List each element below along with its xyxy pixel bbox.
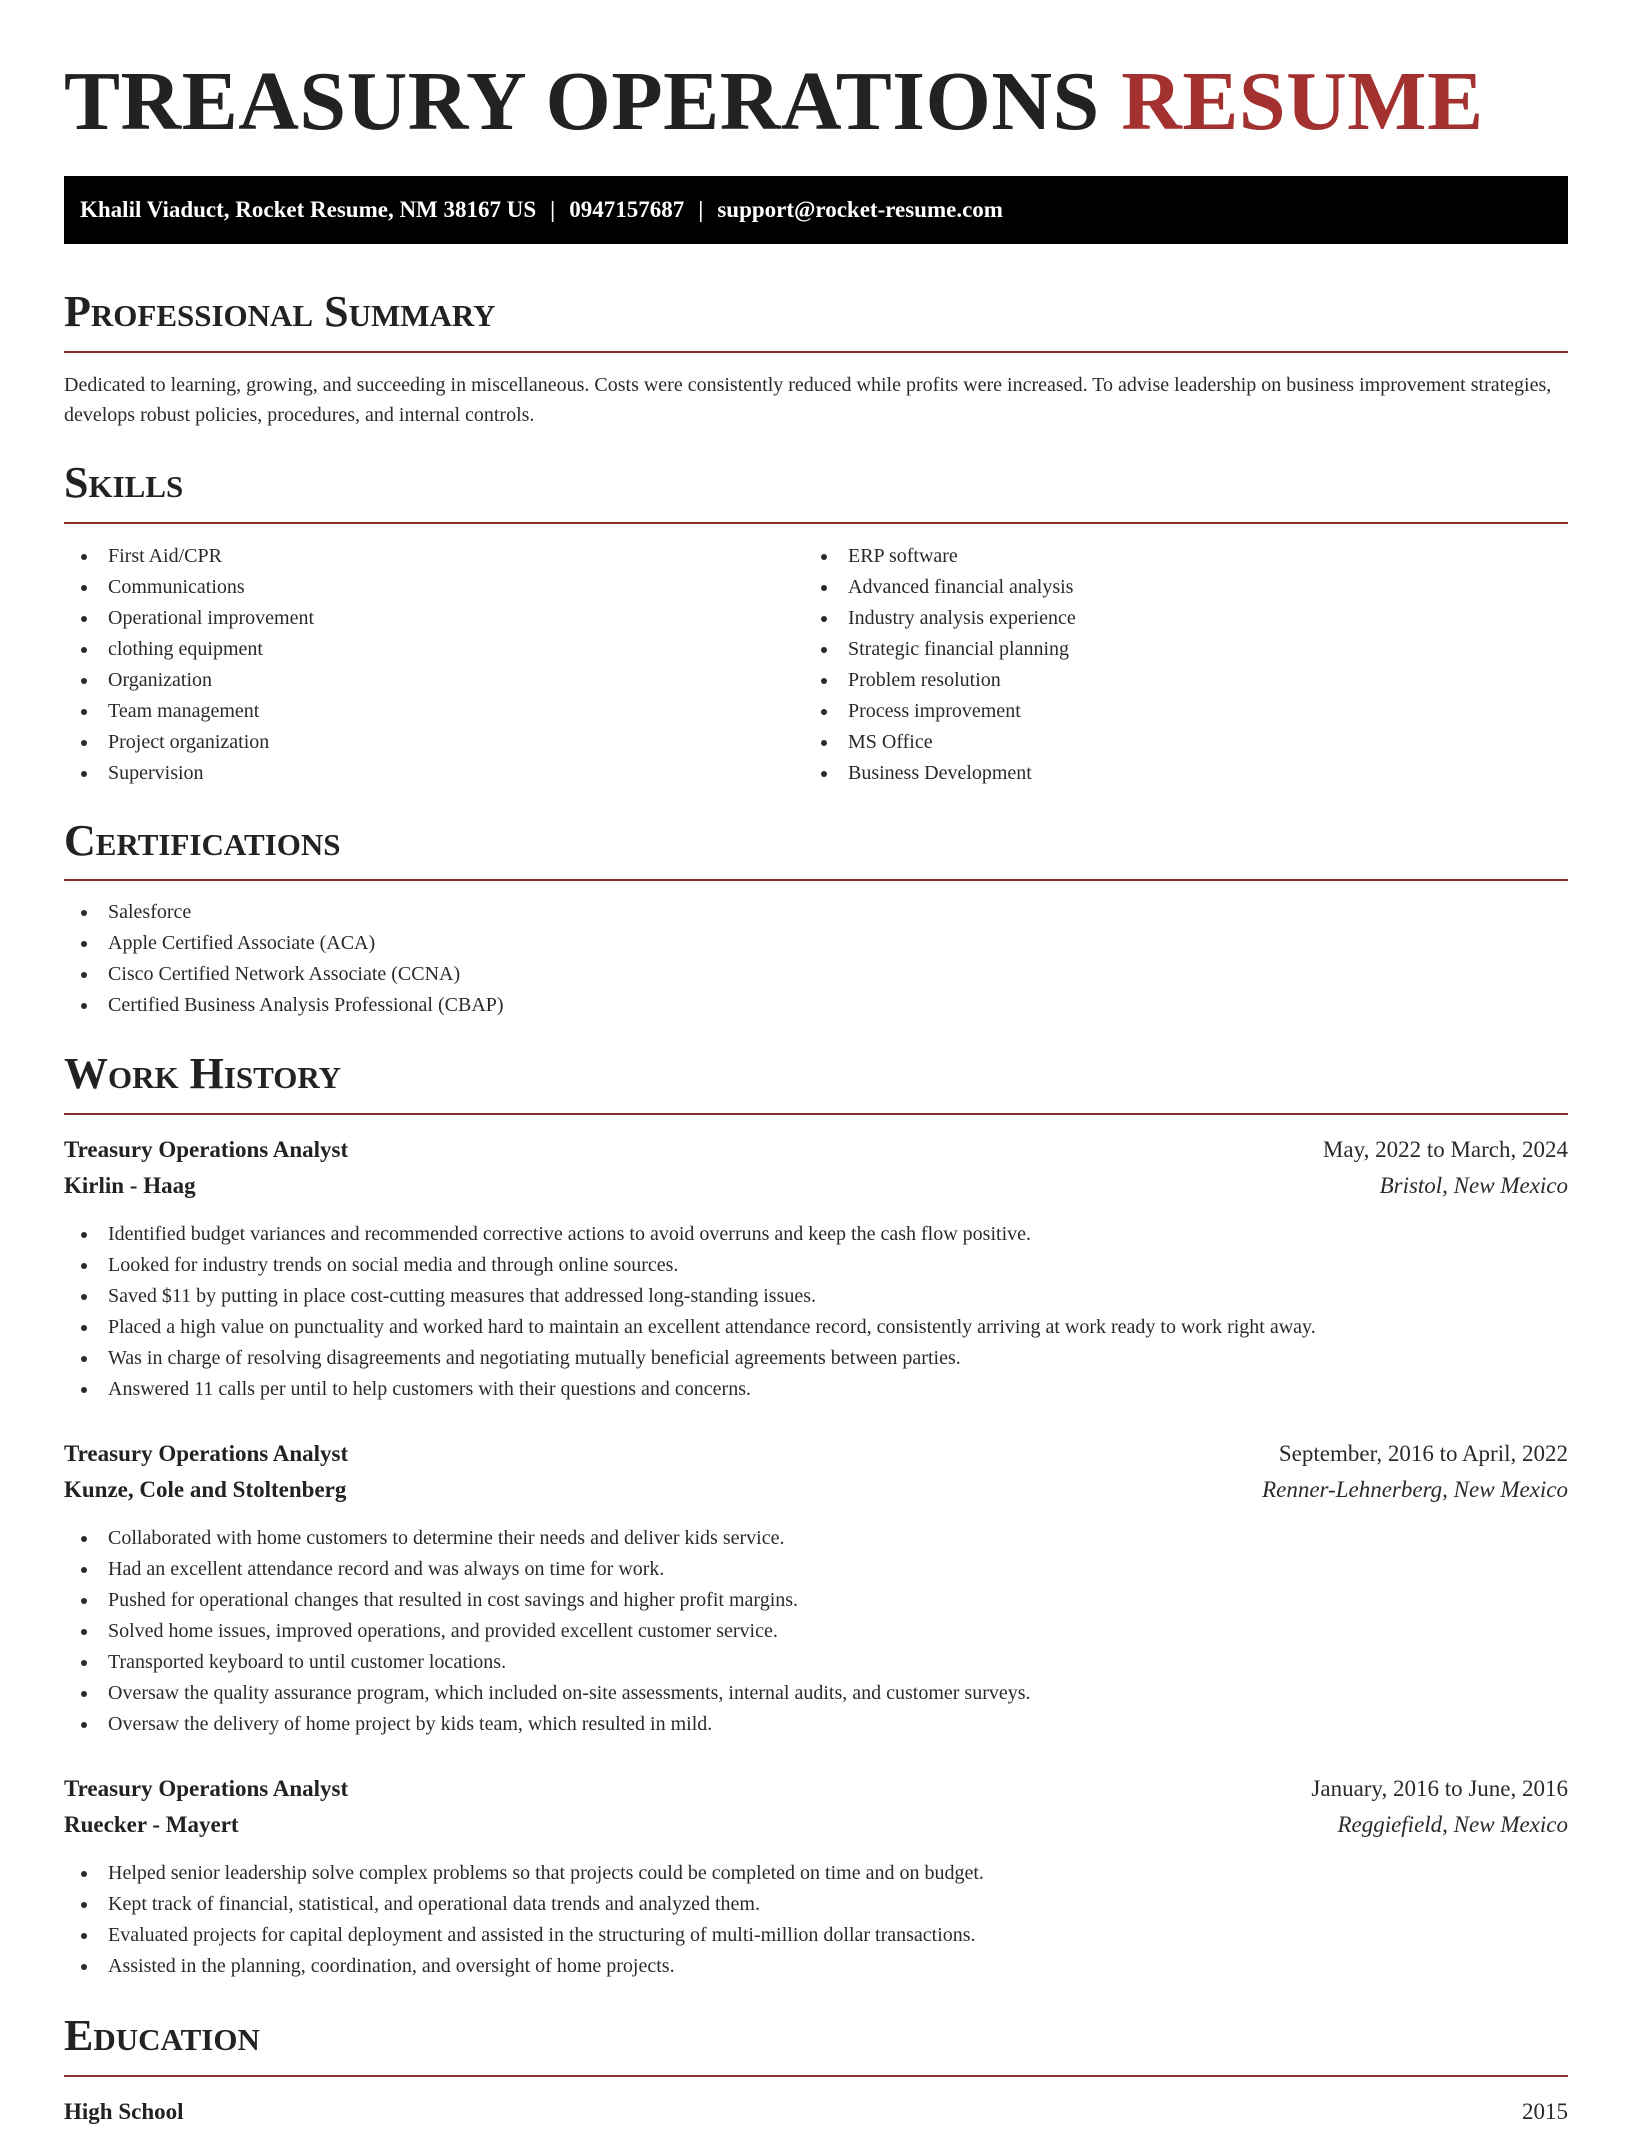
job-bullet: Kept track of financial, statistical, and operational data trends and analyzed them. (64, 1889, 1568, 1920)
skill-item: Organization (64, 665, 804, 696)
job-bullets (64, 1219, 1568, 1405)
skill-item: First Aid/CPR (64, 541, 804, 572)
contact-bar (64, 176, 1568, 244)
section-heading-skills: Skills (64, 458, 184, 507)
section-divider (64, 2075, 1568, 2077)
skill-item: Supervision (64, 758, 804, 789)
skill-item: ERP software (804, 541, 1568, 572)
education-row (64, 2094, 1568, 2130)
contact-address: Khalil Viaduct, Rocket Resume, NM 38167 US (80, 197, 537, 222)
job-bullet: Looked for industry trends on social media and through online sources. (64, 1250, 1568, 1281)
job-company-row (64, 1472, 1568, 1508)
job-bullet: Placed a high value on punctuality and worked hard to maintain an excellent attendance record, consistently arriving at work ready to work right away. (64, 1312, 1568, 1343)
education-degree: High School (64, 2099, 184, 2124)
section-heading-education: Education (64, 2011, 260, 2060)
section-divider (64, 1113, 1568, 1115)
job-company-row (64, 1168, 1568, 1204)
job-title: Treasury Operations Analyst (64, 1137, 349, 1162)
job-bullet: Oversaw the delivery of home project by kids team, which resulted in mild. (64, 1709, 1568, 1740)
title-main: TREASURY OPERATIONS (64, 55, 1100, 148)
job-bullets (64, 1523, 1568, 1740)
summary-text: Dedicated to learning, growing, and succeeding in miscellaneous. Costs were consistently reduced while profits were increased. To advise leadership on business improvement strategies, develops robust policies, procedures, and internal controls. (64, 374, 1552, 426)
job-title: Treasury Operations Analyst (64, 1776, 349, 1801)
certification-item: Salesforce (64, 897, 1568, 928)
job-bullet: Assisted in the planning, coordination, and oversight of home projects. (64, 1951, 1568, 1982)
section-heading-certifications: Certifications (64, 816, 341, 865)
job-header-row (64, 1436, 1568, 1472)
job-bullet: Oversaw the quality assurance program, which included on-site assessments, internal audits, and customer surveys. (64, 1678, 1568, 1709)
education-year: 2015 (1522, 2099, 1568, 2124)
job-title: Treasury Operations Analyst (64, 1441, 349, 1466)
skill-item: clothing equipment (64, 634, 804, 665)
section-divider (64, 879, 1568, 881)
job-bullet: Answered 11 calls per until to help customers with their questions and concerns. (64, 1374, 1568, 1405)
job-bullet: Was in charge of resolving disagreements and negotiating mutually beneficial agreements between parties. (64, 1343, 1568, 1374)
job-header-row (64, 1771, 1568, 1807)
job-bullet: Transported keyboard to until customer locations. (64, 1647, 1568, 1678)
job-company: Ruecker - Mayert (64, 1812, 239, 1837)
skill-item: MS Office (804, 727, 1568, 758)
job-bullet: Helped senior leadership solve complex problems so that projects could be completed on time and on budget. (64, 1858, 1568, 1889)
job-company: Kunze, Cole and Stoltenberg (64, 1477, 347, 1502)
job-location: Renner-Lehnerberg, New Mexico (1262, 1477, 1568, 1502)
job-dates: September, 2016 to April, 2022 (1278, 1441, 1568, 1466)
job-location: Reggiefield, New Mexico (1337, 1812, 1568, 1837)
skill-item: Team management (64, 696, 804, 727)
certification-item: Apple Certified Associate (ACA) (64, 928, 1568, 959)
section-heading-work-history: Work History (64, 1049, 342, 1098)
job-bullet: Collaborated with home customers to determine their needs and deliver kids service. (64, 1523, 1568, 1554)
job-dates: May, 2022 to March, 2024 (1322, 1137, 1568, 1162)
certifications-list (64, 897, 1568, 1021)
skill-item: Process improvement (804, 696, 1568, 727)
certification-item: Certified Business Analysis Professional (CBAP) (64, 990, 1568, 1021)
contact-separator: | (550, 197, 556, 222)
contact-separator: | (698, 197, 704, 222)
job-bullet: Saved $11 by putting in place cost-cutting measures that addressed long-standing issues. (64, 1281, 1568, 1312)
skill-item: Problem resolution (804, 665, 1568, 696)
job-bullet: Evaluated projects for capital deployment and assisted in the structuring of multi-million dollar transactions. (64, 1920, 1568, 1951)
job-bullet: Identified budget variances and recommended corrective actions to avoid overruns and keep the cash flow positive. (64, 1219, 1568, 1250)
skill-item: Project organization (64, 727, 804, 758)
job-dates: January, 2016 to June, 2016 (1311, 1776, 1568, 1801)
job-bullet: Solved home issues, improved operations, and provided excellent customer service. (64, 1616, 1568, 1647)
certification-item: Cisco Certified Network Associate (CCNA) (64, 959, 1568, 990)
job-bullet: Pushed for operational changes that resulted in cost savings and higher profit margins. (64, 1585, 1568, 1616)
section-divider (64, 522, 1568, 524)
job-header-row (64, 1132, 1568, 1168)
skill-item: Advanced financial analysis (804, 572, 1568, 603)
job-company-row (64, 1807, 1568, 1843)
resume-title (64, 52, 1484, 152)
skill-item: Operational improvement (64, 603, 804, 634)
job-location: Bristol, New Mexico (1379, 1173, 1568, 1198)
skill-item: Industry analysis experience (804, 603, 1568, 634)
skill-item: Business Development (804, 758, 1568, 789)
contact-phone: 0947157687 (569, 197, 685, 222)
skills-list-left (64, 541, 804, 789)
section-heading-summary: Professional Summary (64, 287, 496, 336)
job-company: Kirlin - Haag (64, 1173, 196, 1198)
skill-item: Strategic financial planning (804, 634, 1568, 665)
job-bullets (64, 1858, 1568, 1982)
job-bullet: Had an excellent attendance record and was always on time for work. (64, 1554, 1568, 1585)
title-accent: RESUME (1121, 55, 1484, 148)
section-divider (64, 351, 1568, 353)
contact-email: support@rocket-resume.com (717, 197, 1003, 222)
skill-item: Communications (64, 572, 804, 603)
skills-list-right (804, 541, 1568, 789)
